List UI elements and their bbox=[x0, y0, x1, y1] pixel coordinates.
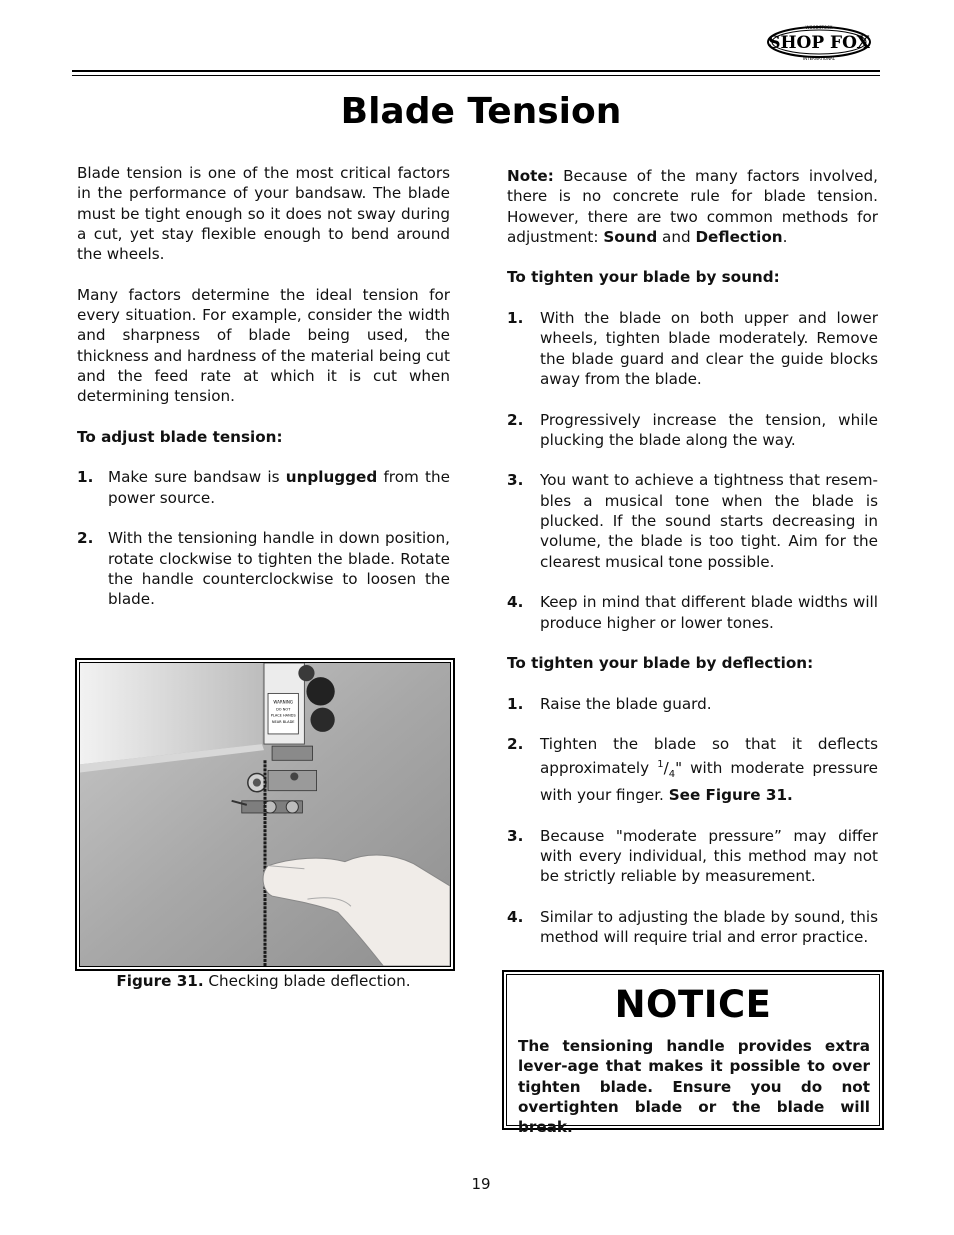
figure-caption-text: Checking blade deflection. bbox=[203, 972, 411, 990]
notice-title: NOTICE bbox=[614, 983, 772, 1026]
logo-text: SHOP FOX bbox=[768, 33, 870, 53]
page-title: Blade Tension bbox=[340, 91, 622, 132]
logo-top-text: WOODSTOCK bbox=[805, 25, 833, 30]
deflection-step bbox=[507, 826, 878, 887]
step-number: 3. bbox=[507, 471, 524, 490]
header-rule-thick bbox=[72, 70, 880, 72]
step-text: You want to achieve a tightness that resem-bles a musical tone when the blade is plucked. If the sound starts decreasing in volume, the blade is too tight. Aim for the clearest musical tone possible. bbox=[540, 471, 878, 571]
see-figure-reference: See Figure 31. bbox=[668, 786, 793, 804]
figure-31-frame bbox=[75, 658, 455, 971]
page-number: 19 bbox=[471, 1175, 491, 1193]
svg-text:WARNING: WARNING bbox=[273, 699, 294, 705]
sound-heading: To tighten your blade by sound: bbox=[507, 268, 780, 287]
step-number: 4. bbox=[507, 907, 524, 926]
deflection-step bbox=[507, 734, 878, 805]
fraction-numerator: 1 bbox=[657, 758, 664, 770]
left-column bbox=[77, 163, 450, 630]
notice-box bbox=[502, 970, 884, 1137]
step-number: 2. bbox=[77, 529, 94, 548]
sound-step bbox=[507, 410, 878, 451]
sound-step bbox=[507, 308, 878, 389]
shop-fox-logo bbox=[766, 22, 872, 62]
intro-paragraph-1: Blade tension is one of the most critical factors in the performance of your bandsaw. The blade must be tight enough so it does not sway during a cut, yet stay flexible enough to bend around the wheels. bbox=[77, 164, 450, 264]
deflection-step bbox=[507, 694, 878, 714]
note-paragraph: Note: Because of the many factors involved, there is no concrete rule for blade tension. However, there are two common methods for adjustment: Sound and Deflection. bbox=[507, 167, 878, 246]
step-text: Make sure bandsaw is unplugged from the power source. bbox=[108, 468, 450, 507]
deflection-heading: To tighten your blade by deflection: bbox=[507, 654, 814, 673]
svg-text:PLACE HANDS: PLACE HANDS bbox=[270, 713, 296, 718]
note-label: Note: bbox=[507, 167, 554, 185]
step-text: Similar to adjusting the blade by sound, this method will require trial and error practice. bbox=[540, 907, 878, 947]
step-number: 2. bbox=[507, 410, 524, 429]
step-text: Keep in mind that different blade widths will produce higher or lower tones. bbox=[540, 593, 878, 632]
adjust-step bbox=[77, 467, 450, 508]
svg-text:DO NOT: DO NOT bbox=[276, 707, 291, 712]
unplugged-emphasis: unplugged bbox=[285, 468, 378, 487]
figure-31-photo bbox=[80, 663, 450, 966]
step-number: 1. bbox=[77, 468, 94, 487]
notice-text: The tensioning handle provides extra lever-age that makes it possible to over tighten blade. Ensure you do not overtighten blade or the blade will break. bbox=[518, 1037, 870, 1137]
adjust-step bbox=[77, 528, 450, 609]
figure-label: Figure 31. bbox=[116, 972, 204, 990]
sound-step bbox=[507, 592, 878, 633]
step-number: 3. bbox=[507, 826, 524, 845]
sound-emphasis: Sound bbox=[603, 227, 658, 246]
figure-caption bbox=[77, 971, 450, 991]
step-text: Tighten the blade so that it deflects approximately $^1/_4$" with moderate pressure with your finger. See Figure 31. bbox=[540, 735, 878, 804]
fraction-denominator: 4 bbox=[668, 768, 676, 780]
step-number: 2. bbox=[507, 735, 524, 754]
deflection-emphasis: Deflection bbox=[695, 227, 783, 246]
step-text: Progressively increase the tension, while plucking the blade along the way. bbox=[540, 410, 878, 449]
header-rule-thin bbox=[72, 75, 880, 76]
step-number: 1. bbox=[507, 694, 524, 713]
sound-step bbox=[507, 470, 878, 571]
adjust-heading: To adjust blade tension: bbox=[77, 427, 283, 446]
step-text: With the tensioning handle in down position, rotate clockwise to tighten the blade. Rotate the handle counterclockwise to loosen the blade. bbox=[108, 529, 450, 609]
deflection-step bbox=[507, 907, 878, 948]
intro-paragraph-2: Many factors determine the ideal tension for every situation. For example, consider the width and sharpness of blade being used, the thickness and hardness of the material being cut and the feed rate at which it is cut when determining tension. bbox=[77, 285, 450, 406]
logo-bottom-text: INTERNATIONAL bbox=[802, 56, 836, 61]
svg-text:NEAR BLADE: NEAR BLADE bbox=[271, 719, 295, 724]
step-text: Because "moderate pressure” may differ with every individual, this method may not be strictly reliable by measurement. bbox=[540, 826, 878, 886]
step-text: With the blade on both upper and lower wheels, tighten blade moderately. Remove the blade guard and clear the guide blocks away from the blade. bbox=[540, 309, 878, 388]
right-column bbox=[507, 166, 878, 968]
step-number: 4. bbox=[507, 593, 524, 612]
step-number: 1. bbox=[507, 309, 524, 328]
step-text: Raise the blade guard. bbox=[540, 694, 712, 713]
